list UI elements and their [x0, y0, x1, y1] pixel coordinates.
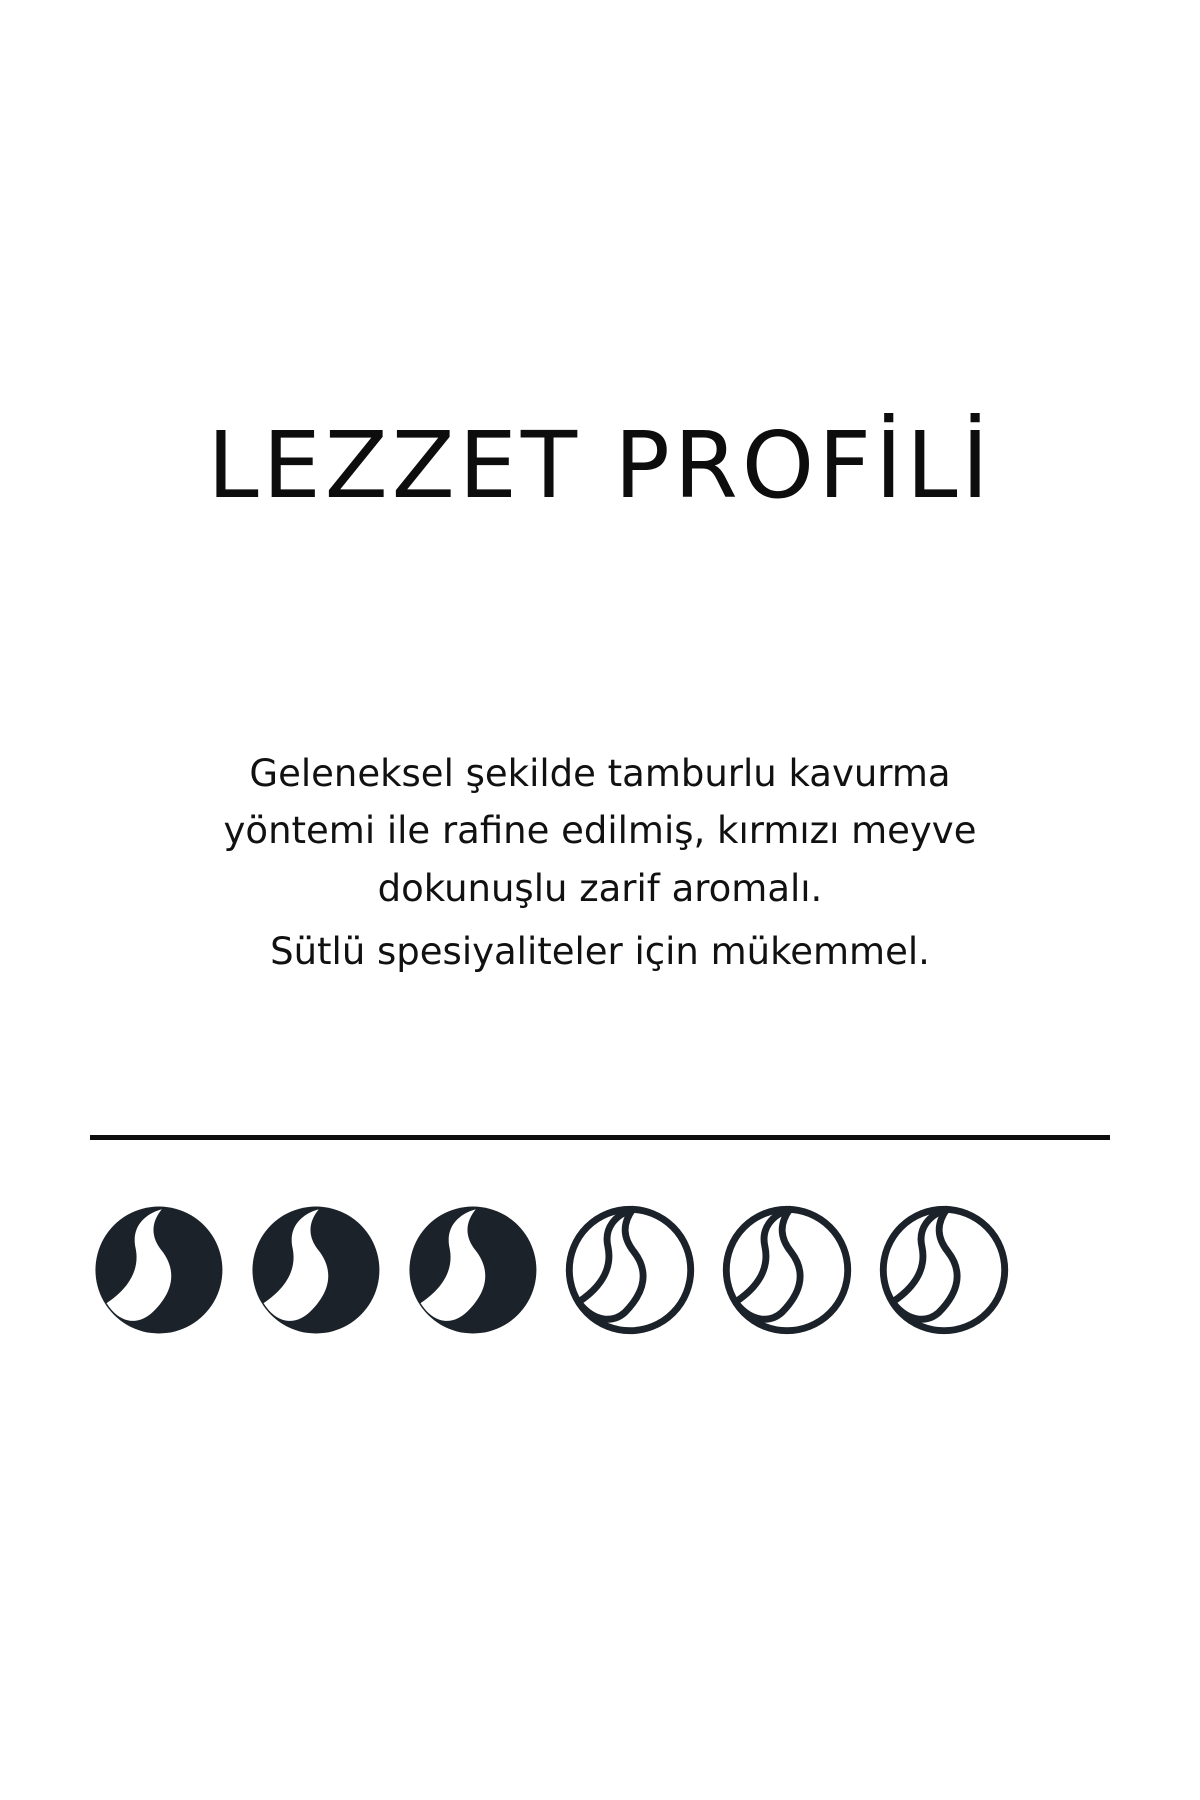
description-line: yöntemi ile rafine edilmiş, kırmızı meyve: [223, 809, 977, 853]
description-block: [110, 745, 1090, 980]
coffee-bean-icon: [718, 1201, 856, 1339]
section-divider: [90, 1135, 1110, 1140]
description-line: dokunuşlu zarif aromalı.: [377, 866, 823, 910]
page-title-block: [0, 412, 1200, 519]
coffee-bean-icon: [90, 1201, 228, 1339]
coffee-bean-icon: [875, 1201, 1013, 1339]
description-line: Geleneksel şekilde tamburlu kavurma: [249, 752, 951, 795]
page-title: LEZZET PROFİLİ: [207, 412, 993, 519]
description-line: Sütlü spesiyaliteler için mükemmel.: [270, 930, 930, 974]
coffee-bean-icon: [404, 1201, 542, 1339]
coffee-bean-icon: [247, 1201, 385, 1339]
roast-rating: [90, 1190, 1110, 1350]
coffee-bean-icon: [561, 1201, 699, 1339]
